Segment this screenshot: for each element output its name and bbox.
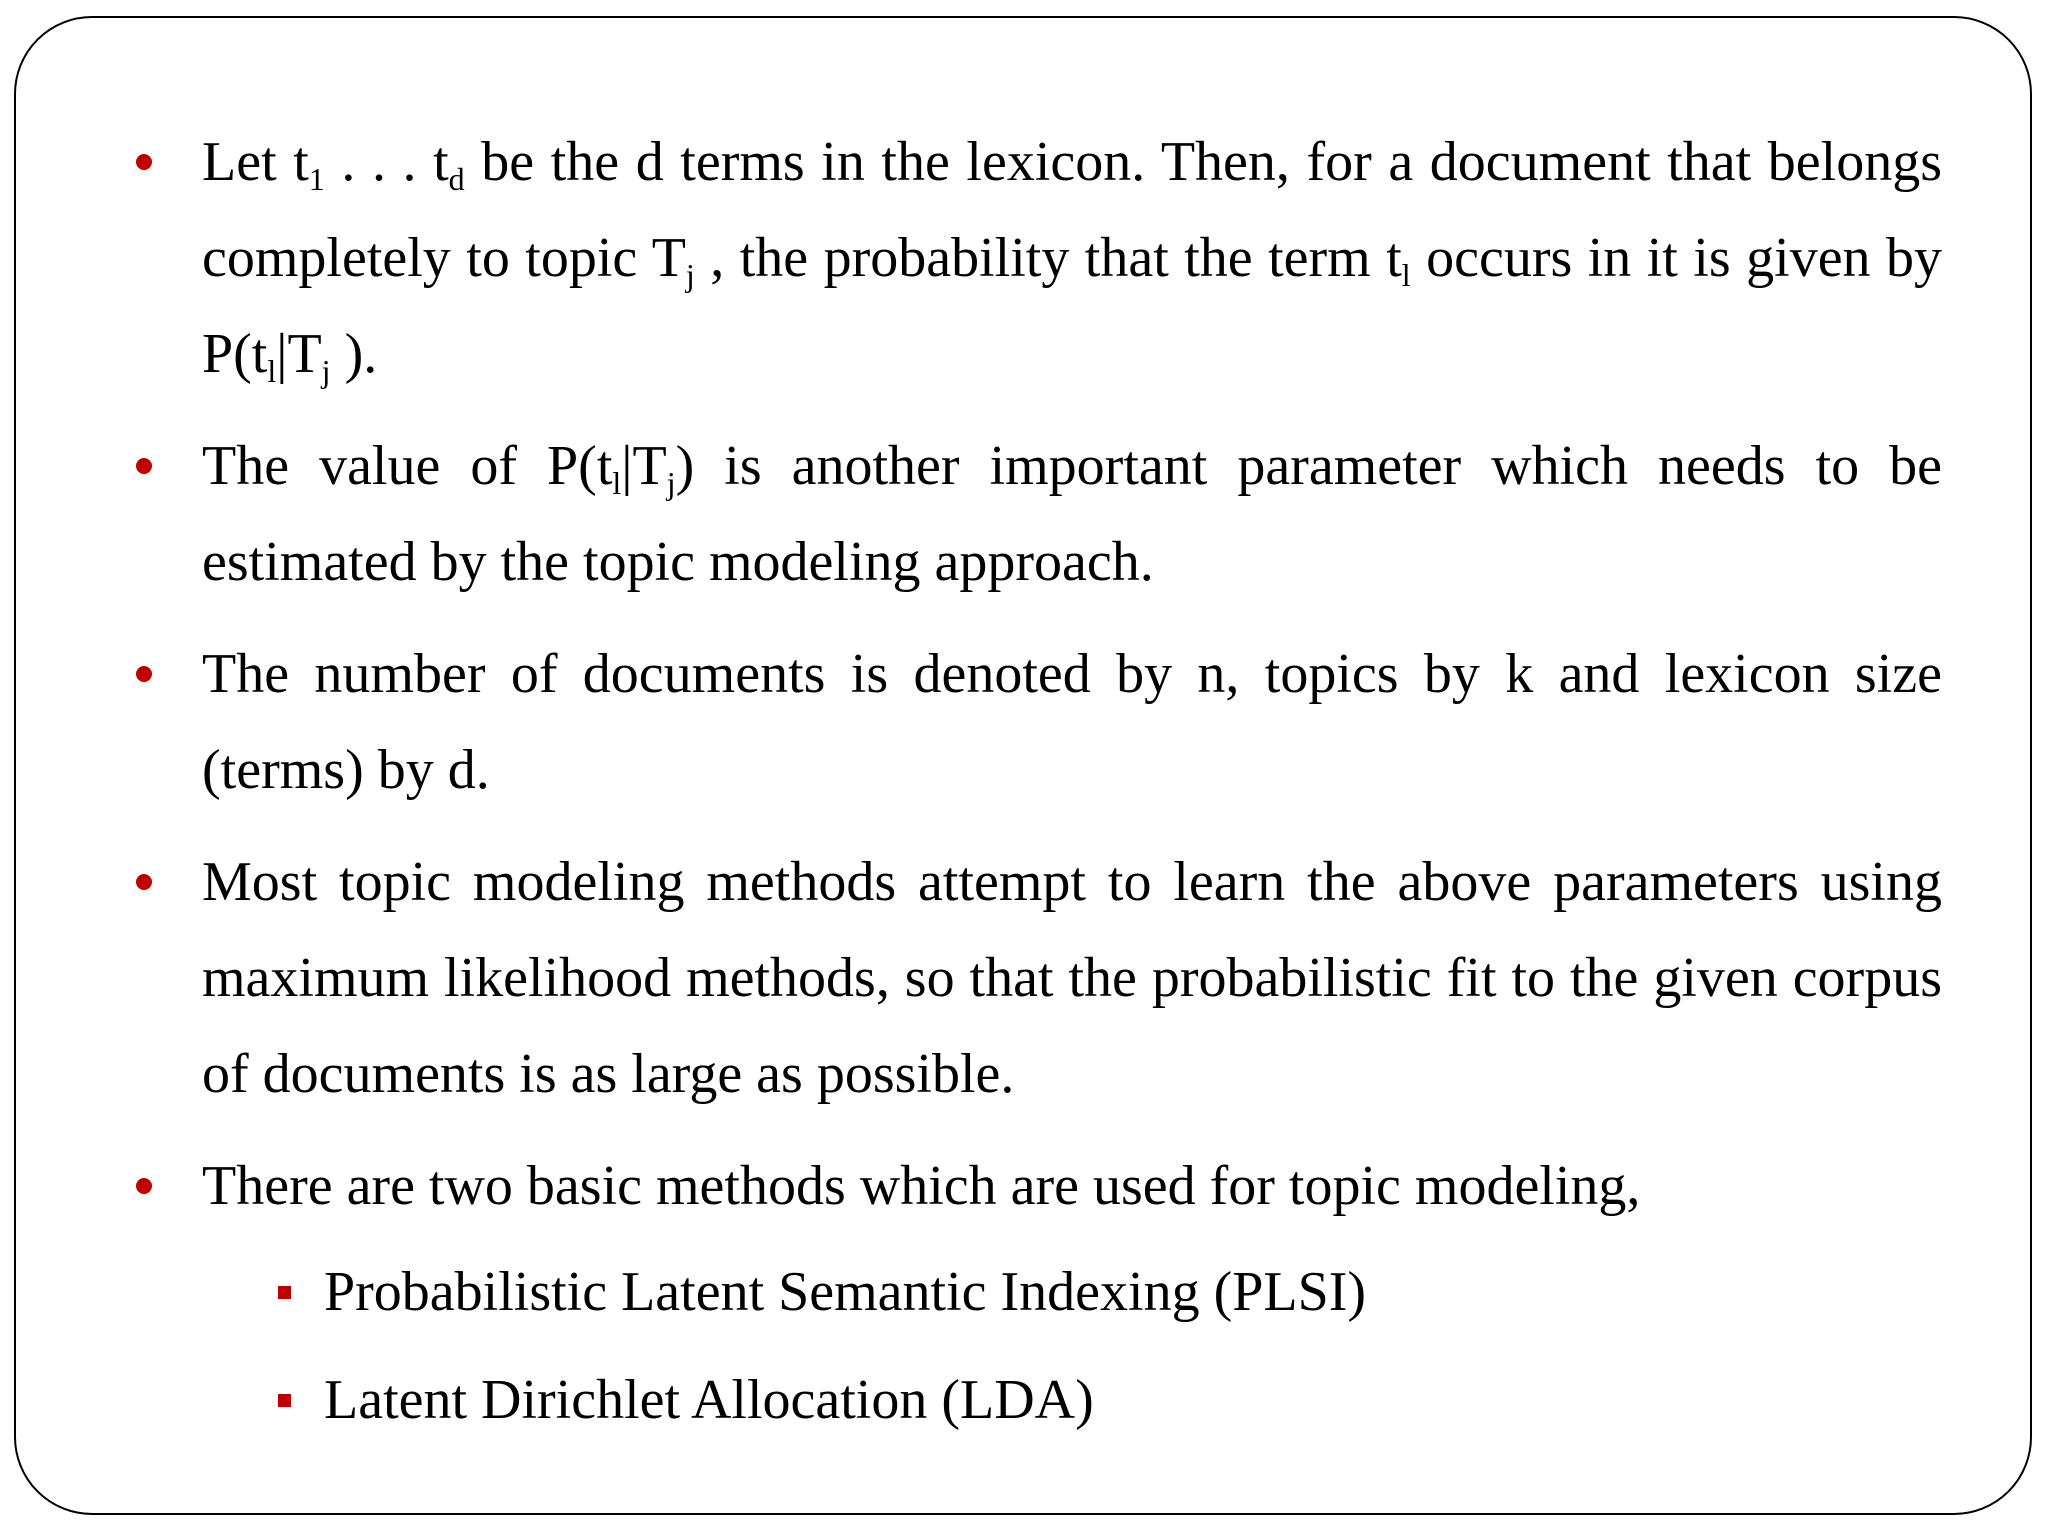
bullet-item-4	[186, 834, 1942, 1122]
bullet-item-5	[186, 1138, 1942, 1234]
bullet-dot-icon	[136, 1178, 152, 1194]
sub-bullet-item-1	[186, 1244, 1942, 1340]
bullet-text-1: Let $t_1$ . . . $t_d$ be the d terms in the lexicon. Then, for a document that belongs completely to topic $T_j$ , the probability that the term $t_l$ occurs in it is given by $P(t_l|T_j$ ).	[202, 131, 1943, 389]
bullet-dot-icon	[136, 458, 152, 474]
sub-bullet-text-2: Latent Dirichlet Allocation (LDA)	[324, 1369, 1094, 1431]
bullet-text-2: The value of $P(t_l|T_j)$ is another important parameter which needs to be estimated by the topic modeling approach.	[202, 435, 1942, 593]
bullet-dot-icon	[136, 154, 152, 170]
bullet-dot-icon	[136, 666, 152, 682]
slide-frame	[14, 16, 2032, 1515]
bullet-text-3: The number of documents is denoted by n, topics by k and lexicon size (terms) by d.	[202, 643, 1942, 801]
square-bullet-icon	[278, 1394, 291, 1407]
bullet-item-3	[186, 626, 1942, 818]
bullet-dot-icon	[136, 874, 152, 890]
bullet-text-5: There are two basic methods which are used for topic modeling,	[202, 1155, 1641, 1217]
bullet-item-2	[186, 418, 1942, 610]
bullet-text-4: Most topic modeling methods attempt to learn the above parameters using maximum likelihood methods, so that the probabilistic fit to the given corpus of documents is as large as possible.	[202, 851, 1942, 1105]
slide-content	[186, 114, 1942, 1460]
square-bullet-icon	[278, 1286, 291, 1299]
bullet-item-1	[186, 114, 1942, 402]
sub-bullet-item-2	[186, 1352, 1942, 1448]
sub-bullet-text-1: Probabilistic Latent Semantic Indexing (PLSI)	[324, 1261, 1367, 1323]
